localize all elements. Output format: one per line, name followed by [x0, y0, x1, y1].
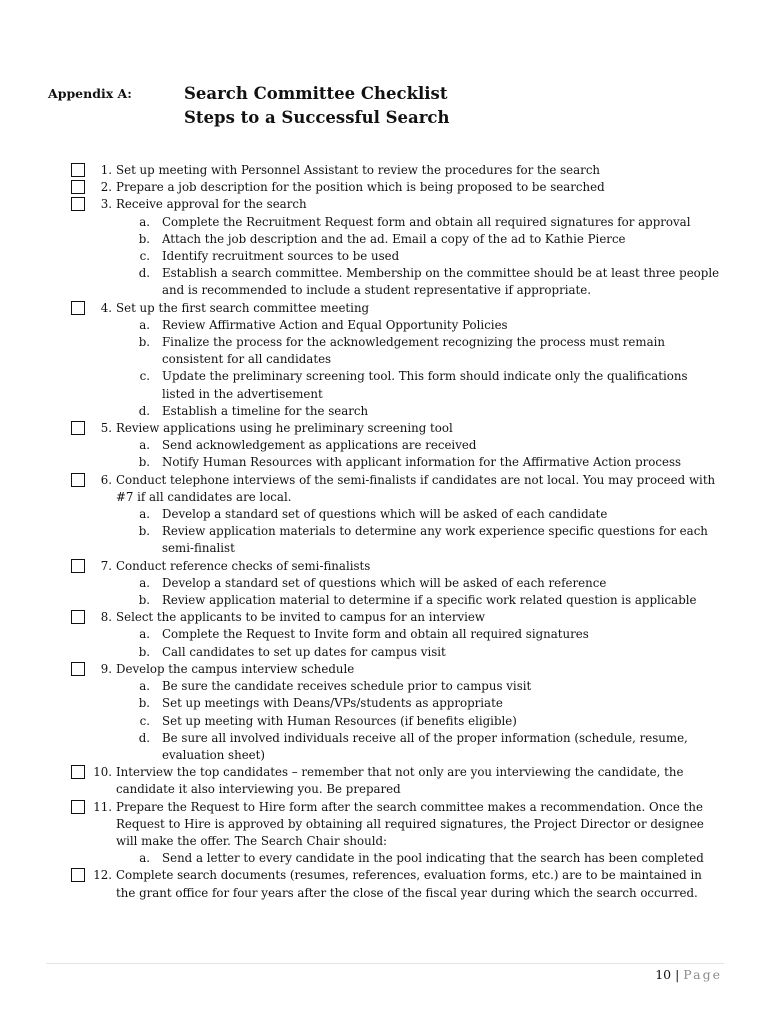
item-text: Select the applicants to be invited to campus for an interview — [116, 610, 486, 625]
checkbox[interactable] — [71, 197, 85, 211]
checklist-subitem — [0, 850, 770, 867]
subitem-letter: d. — [138, 403, 150, 418]
checklist-item — [0, 799, 770, 851]
checklist-subitem — [0, 575, 770, 592]
item-text: Set up meeting with Personnel Assistant to review the procedures for the search — [116, 163, 601, 177]
subitem-letter: b. — [138, 231, 150, 246]
item-number: 7. — [100, 558, 112, 573]
item-text: Interview the top candidates – remember that not only are you interviewing the candidate, the candidate it also interviewing you. Be prepared — [116, 765, 684, 797]
page-title — [184, 82, 449, 130]
subitem-text: Review application materials to determine any work experience specific questions for each semi-finalist — [162, 524, 708, 556]
subitem-text: Develop a standard set of questions which will be asked of each candidate — [162, 507, 608, 522]
title-line-1: Search Committee Checklist — [184, 84, 448, 103]
item-text: Review applications using he preliminary screening tool — [116, 421, 453, 436]
subitem-letter: c. — [139, 249, 150, 264]
checkbox[interactable] — [71, 559, 85, 573]
checkbox[interactable] — [71, 421, 85, 435]
checklist-subitem — [0, 368, 770, 402]
page-label: Page — [683, 967, 722, 982]
subitem-letter: d. — [138, 730, 150, 745]
subitem-text: Set up meeting with Human Resources (if benefits eligible) — [162, 713, 517, 728]
checkbox[interactable] — [71, 868, 85, 882]
subitem-letter: c. — [139, 713, 150, 728]
checklist-subitem — [0, 317, 770, 334]
checklist-item — [0, 179, 770, 196]
subitem-letter: a. — [139, 627, 150, 642]
item-text: Complete search documents (resumes, references, evaluation forms, etc.) are to be maintained in the grant office for four years after the close of the fiscal year during which the search occurred. — [116, 868, 702, 900]
subitem-text: Establish a timeline for the search — [162, 403, 369, 418]
subitem-letter: d. — [138, 266, 150, 281]
subitem-letter: c. — [139, 369, 150, 384]
checkbox[interactable] — [71, 180, 85, 194]
subitem-text: Notify Human Resources with applicant information for the Affirmative Action process — [162, 455, 682, 470]
checklist-subitem — [0, 437, 770, 454]
item-number: 5. — [100, 421, 112, 436]
item-text: Set up the first search committee meeting — [116, 300, 370, 315]
subitem-letter: b. — [138, 593, 150, 608]
item-number: 8. — [100, 610, 112, 625]
checklist-subitem — [0, 248, 770, 265]
subitem-letter: a. — [139, 214, 150, 229]
subitem-letter: a. — [139, 507, 150, 522]
subitem-letter: b. — [138, 696, 150, 711]
item-text: Develop the campus interview schedule — [116, 661, 355, 676]
checklist-subitem — [0, 454, 770, 471]
subitem-letter: b. — [138, 644, 150, 659]
checklist-item — [0, 472, 770, 506]
item-text: Receive approval for the search — [116, 197, 307, 212]
subitem-text: Be sure all involved individuals receive all of the proper information (schedule, resume, evaluation sheet) — [162, 730, 688, 762]
item-number: 4. — [100, 300, 112, 315]
checklist-item — [0, 196, 770, 213]
checklist-subitem — [0, 334, 770, 368]
footer-divider — [46, 963, 724, 964]
item-number: 9. — [100, 661, 112, 676]
checklist-subitem — [0, 713, 770, 730]
checkbox[interactable] — [71, 765, 85, 779]
checklist-subitem — [0, 523, 770, 557]
subitem-text: Update the preliminary screening tool. This form should indicate only the qualifications listed in the advertisement — [162, 369, 688, 401]
subitem-letter: b. — [138, 455, 150, 470]
subitem-letter: a. — [139, 851, 150, 866]
title-line-2: Steps to a Successful Search — [184, 108, 450, 127]
subitem-text: Attach the job description and the ad. Email a copy of the ad to Kathie Pierce — [162, 231, 626, 246]
checkbox[interactable] — [71, 610, 85, 624]
checklist-subitem — [0, 592, 770, 609]
checkbox[interactable] — [71, 301, 85, 315]
subitem-text: Be sure the candidate receives schedule prior to campus visit — [162, 679, 532, 694]
subitem-text: Send a letter to every candidate in the pool indicating that the search has been completed — [162, 851, 704, 866]
checklist-item — [0, 867, 770, 901]
item-text: Conduct telephone interviews of the semi-finalists if candidates are not local. You may proceed with #7 if all candidates are local. — [116, 472, 716, 504]
item-number: 2. — [100, 180, 112, 195]
subitem-letter: a. — [139, 575, 150, 590]
subitem-text: Develop a standard set of questions which will be asked of each reference — [162, 575, 607, 590]
checklist-item — [0, 661, 770, 678]
checklist-subitem — [0, 403, 770, 420]
checklist-subitem — [0, 626, 770, 643]
page-number: 10 — [655, 967, 672, 982]
item-number: 12. — [93, 868, 112, 883]
subitem-text: Complete the Recruitment Request form and obtain all required signatures for approval — [162, 214, 691, 229]
checklist-item — [0, 162, 770, 179]
checkbox[interactable] — [71, 163, 85, 177]
subitem-text: Call candidates to set up dates for campus visit — [162, 644, 446, 659]
item-number: 3. — [100, 197, 112, 212]
item-number: 1. — [100, 163, 112, 177]
checklist-subitem — [0, 678, 770, 695]
checklist-subitem — [0, 231, 770, 248]
checklist-subitem — [0, 644, 770, 661]
item-text: Conduct reference checks of semi-finalists — [116, 558, 371, 573]
checklist-item — [0, 764, 770, 798]
item-text: Prepare the Request to Hire form after the search committee makes a recommendation. Once the Request to Hire is approved by obtaining all required signatures, the Project Director or designee will make the offer. The Search Chair should: — [116, 799, 704, 848]
subitem-letter: a. — [139, 438, 150, 453]
subitem-text: Complete the Request to Invite form and obtain all required signatures — [162, 627, 589, 642]
checklist — [0, 162, 770, 902]
checklist-subitem — [0, 695, 770, 712]
subitem-letter: b. — [138, 335, 150, 350]
subitem-text: Review application material to determine if a specific work related question is applicable — [162, 593, 697, 608]
checklist-item — [0, 300, 770, 317]
subitem-letter: b. — [138, 524, 150, 539]
checkbox[interactable] — [71, 662, 85, 676]
subitem-text: Finalize the process for the acknowledgement recognizing the process must remain consistent for all candidates — [162, 335, 665, 367]
item-number: 6. — [100, 472, 112, 487]
subitem-text: Set up meetings with Deans/VPs/students as appropriate — [162, 696, 503, 711]
item-number: 11. — [93, 799, 112, 814]
footer-separator: | — [675, 967, 680, 982]
item-number: 10. — [93, 765, 112, 780]
checklist-subitem — [0, 214, 770, 231]
subitem-text: Establish a search committee. Membership on the committee should be at least three people and is recommended to include a student representative if appropriate. — [162, 266, 720, 298]
appendix-label: Appendix A: — [48, 86, 132, 101]
page-footer — [655, 967, 722, 982]
subitem-letter: a. — [139, 317, 150, 332]
checklist-item — [0, 609, 770, 626]
checklist-subitem — [0, 730, 770, 764]
subitem-text: Review Affirmative Action and Equal Opportunity Policies — [162, 317, 508, 332]
checkbox[interactable] — [71, 473, 85, 487]
checklist-item — [0, 420, 770, 437]
subitem-text: Send acknowledgement as applications are received — [162, 438, 477, 453]
checkbox[interactable] — [71, 800, 85, 814]
checklist-item — [0, 558, 770, 575]
checklist-subitem — [0, 265, 770, 299]
checklist-subitem — [0, 506, 770, 523]
subitem-letter: a. — [139, 679, 150, 694]
subitem-text: Identify recruitment sources to be used — [162, 249, 400, 264]
item-text: Prepare a job description for the position which is being proposed to be searched — [116, 180, 605, 195]
